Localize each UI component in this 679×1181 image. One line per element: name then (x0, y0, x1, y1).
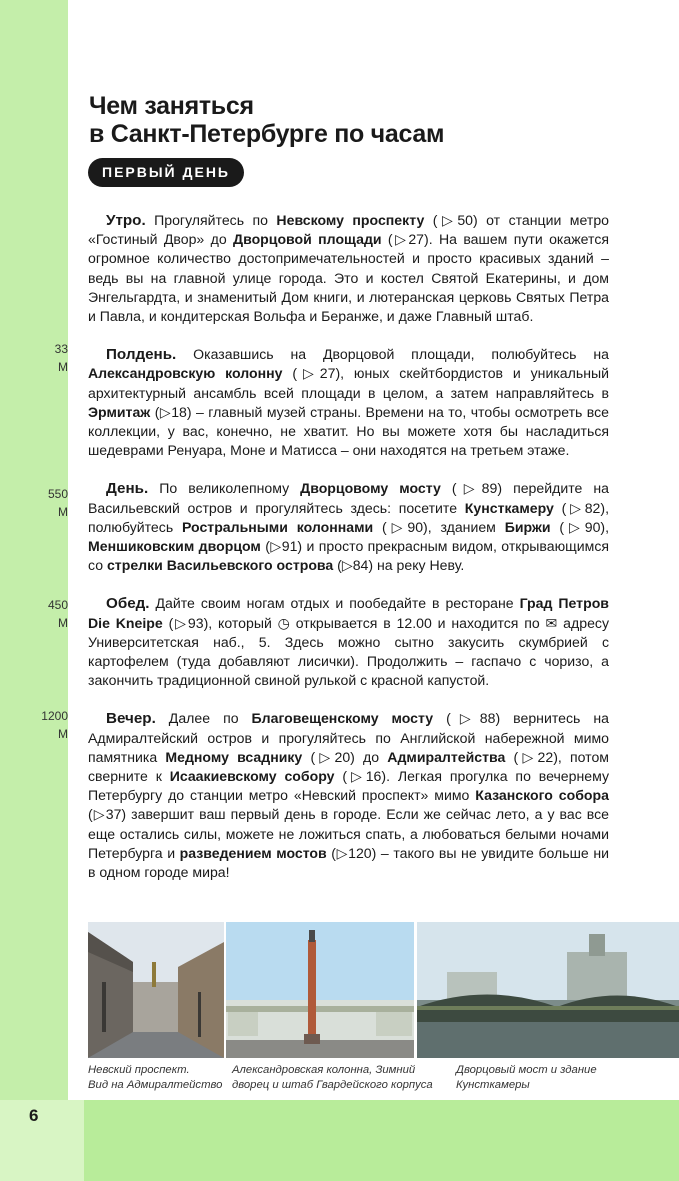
paragraph-text: (▷27), юных скейтбордистов и уникальный архитектурный ансамбль всей площади в целом, а затем направляйтесь в (88, 365, 609, 401)
paragraph-text: (▷16). Легкая прогулка по вечернему Петербургу до станции метро «Невский проспект» мимо (88, 768, 609, 804)
section-heading: День. (106, 480, 149, 498)
paragraph-text: Далее по (155, 710, 252, 727)
paragraph-text: (▷27). На вашем пути окажется огромное количество достопримечательностей и просто красивых зданий – ведь вы на главной улице города. Это и костел Святой Екатерины, и дом Энгельгардта, и знаменитый Дом книги, и лютеранская церковь Святых Петра и Павла, и кондитерская Вольфа и Беранже, и даже Главный штаб. (88, 231, 609, 325)
caption-line: Дворцовый мост и здание (456, 1064, 597, 1076)
section-paragraph (88, 479, 609, 575)
paragraph-text: (▷22), потом сверните к (88, 748, 609, 785)
day-badge: ПЕРВЫЙ ДЕНЬ (88, 158, 244, 187)
place-name: Эрмитаж (88, 403, 151, 420)
paragraph-text: (▷89) перейдите на Васильевский остров и прогуляйтесь здесь: посетите (88, 480, 610, 516)
place-name: Дворцовому мосту (300, 480, 441, 497)
paragraph-text: (▷88) вернитесь на Адмиралтейский остров и прогуляйтесь по Английской набережной мимо памятника (88, 710, 609, 765)
margin-unit: М (58, 360, 68, 374)
margin-value: 450 (47, 598, 68, 612)
paragraph-text: (▷93), который ◷ открывается в 12.00 и находится по ✉ адресу Университетская наб., 5. Здесь можно сытно закусить скумбрией с картофелем (туда добавляют лисички). Продолжить – гаспачо с чоризо, а закончить традиционной свиной рулькой с красной капустой. (88, 614, 609, 689)
margin-label-1 (36, 340, 68, 376)
caption-line: Александровская колонна, Зимний (232, 1064, 416, 1076)
place-name: Исаакиевскому собору (169, 768, 335, 785)
paragraph-text: (▷50) от станции метро «Гостиный Двор» до (88, 212, 609, 248)
margin-unit: М (58, 727, 68, 741)
page-title (89, 92, 444, 148)
section-paragraph (88, 709, 609, 882)
paragraph-text: (▷37) завершит ваш первый день в городе. Если же сейчас лето, а у вас все еще остались силы, можете не ложиться спать, а любоваться белыми ночами Петербурга и (88, 806, 609, 861)
paragraph-text: (▷18) – главный музей страны. Времени на то, чтобы осмотреть все коллекции, у вас, конечно, не хватит. Но вы можете хотя бы насладиться шедеврами Ренуара, Моне и Матисса – они находятся на третьем этаже. (88, 403, 609, 459)
green-margin-strip (0, 0, 68, 1100)
page-number-box (0, 1100, 84, 1181)
caption-nevsky (88, 1063, 222, 1093)
place-name: Александровскую колонну (88, 365, 283, 382)
section-heading: Вечер. (106, 710, 156, 728)
margin-label-2 (36, 485, 68, 521)
bottom-band (0, 1100, 679, 1181)
paragraph-text: Оказавшись на Дворцовой площади, полюбуйтесь на (176, 346, 609, 363)
paragraph-text: (▷90), зданием (373, 518, 505, 535)
place-name: стрелки Васильевского острова (106, 557, 334, 574)
section-paragraph (88, 594, 609, 690)
caption-line: Кунсткамеры (456, 1079, 530, 1091)
margin-value: 550 (47, 487, 68, 501)
margin-unit: М (58, 505, 68, 519)
margin-unit: М (58, 616, 68, 630)
section-heading: Обед. (106, 595, 150, 613)
paragraph-text: (▷120) – такого вы не увидите больше ни в одном городе мира! (88, 844, 609, 881)
place-name: Казанского собора (475, 787, 609, 804)
margin-label-3 (36, 596, 68, 632)
caption-line: дворец и штаб Гвардейского корпуса (232, 1079, 433, 1091)
paragraph-text: Прогуляйтесь по (145, 212, 277, 228)
place-name: Благовещенскому мосту (251, 710, 434, 727)
place-name: Невскому проспекту (276, 212, 425, 228)
paragraph-text: (▷90), (550, 518, 610, 535)
photo-strip (88, 922, 679, 1058)
paragraph-text: (▷91) и просто прекрасным видом, открывающимся со (88, 538, 609, 574)
paragraph-text: Дайте своим ногам отдых и пообедайте в ресторане (149, 595, 520, 612)
section-paragraph (88, 211, 609, 326)
place-name: Кунсткамеру (464, 499, 554, 516)
section-paragraph (88, 345, 609, 460)
place-name: разведением мостов (179, 844, 327, 861)
place-name: Медному всаднику (165, 748, 303, 765)
caption-line: Невский проспект. (88, 1064, 190, 1076)
page-number: 6 (29, 1106, 39, 1125)
photo-nevsky-prospect (88, 922, 224, 1058)
title-line-1: Чем заняться (89, 92, 254, 120)
margin-label-4 (36, 707, 68, 743)
section-heading: Утро. (106, 212, 146, 229)
paragraph-text: (▷84) на реку Неву. (333, 557, 465, 574)
paragraph-text: По великолепному (148, 480, 301, 497)
paragraph-text: (▷82), полюбуйтесь (88, 499, 610, 535)
place-name: Ростральными колоннами (181, 518, 374, 535)
place-name: Адмиралтейства (387, 748, 506, 765)
caption-line: Вид на Адмиралтейство (88, 1079, 223, 1091)
margin-value: 33 (54, 342, 68, 356)
paragraph-text: (▷20) до (302, 748, 388, 765)
title-line-2: в Санкт-Петербурге по часам (89, 120, 445, 148)
caption-column (232, 1063, 433, 1093)
place-name: Биржи (504, 518, 551, 535)
margin-value: 1200 (41, 709, 68, 723)
place-name: Дворцовой площади (233, 231, 382, 248)
section-heading: Полдень. (106, 346, 177, 364)
place-name: Меншиковским дворцом (88, 538, 261, 555)
itinerary-body (88, 211, 609, 901)
photo-alexander-column (226, 922, 414, 1058)
photo-palace-bridge (417, 922, 679, 1058)
caption-bridge (456, 1063, 597, 1093)
place-name: Град Петров Die Kneipe (88, 595, 609, 631)
